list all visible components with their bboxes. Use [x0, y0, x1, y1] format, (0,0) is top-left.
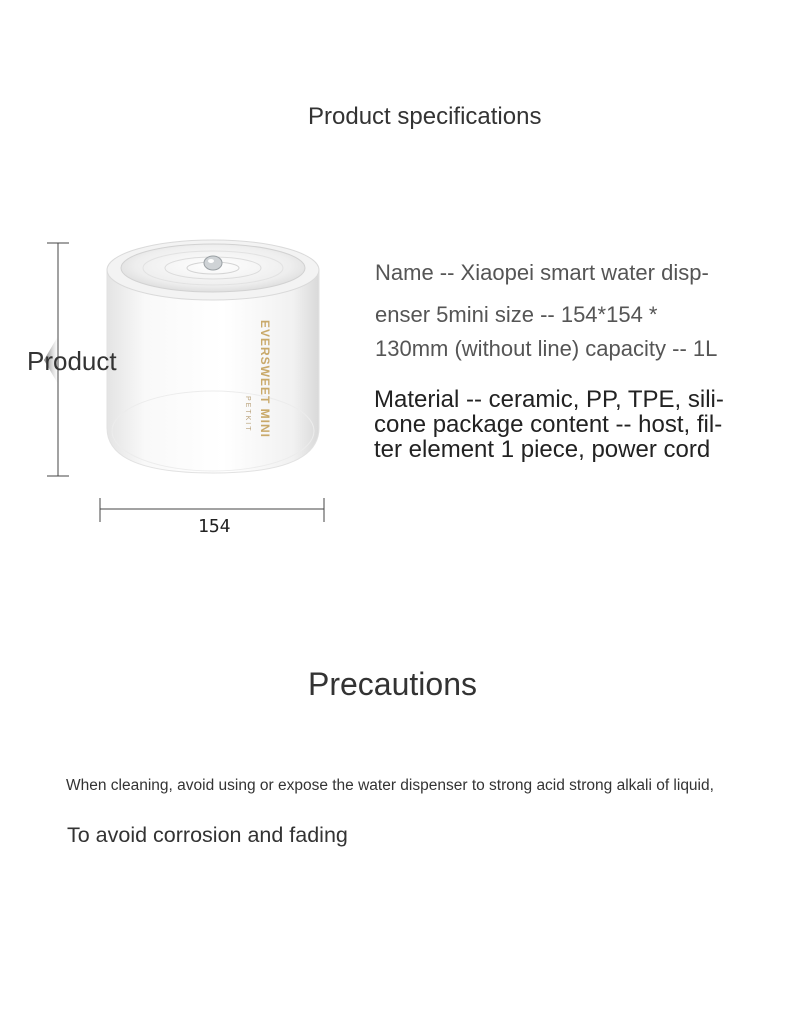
spec-line-size: enser 5mini size -- 154*154 *: [375, 302, 658, 327]
spec-line-capacity: 130mm (without line) capacity -- 1L: [375, 336, 718, 361]
width-dimension-label: 154: [198, 516, 231, 537]
precaution-text-continued: To avoid corrosion and fading: [67, 823, 348, 847]
spec-section-title: Product specifications: [308, 103, 542, 130]
water-dispenser-illustration: [20, 230, 350, 550]
precautions-title: Precautions: [308, 666, 477, 702]
product-label: Product: [27, 346, 117, 376]
material-details: [374, 387, 764, 462]
spec-line-name: Name -- Xiaopei smart water disp-: [375, 260, 709, 285]
package-line-end: ter element 1 piece, power cord: [374, 436, 711, 463]
material-line: Material -- ceramic, PP, TPE, sili-: [374, 386, 724, 413]
precaution-text: When cleaning, avoid using or expose the water dispenser to strong acid strong alkali of liquid,: [66, 777, 714, 794]
brand-mark: EVERSWEET MINI: [258, 320, 272, 439]
fountain-spout: [204, 256, 222, 270]
package-line: cone package content -- host, fil-: [374, 411, 723, 438]
spec-details: [375, 252, 760, 370]
brand-sub-mark: PETKIT: [244, 396, 251, 433]
product-figure: [20, 230, 350, 550]
